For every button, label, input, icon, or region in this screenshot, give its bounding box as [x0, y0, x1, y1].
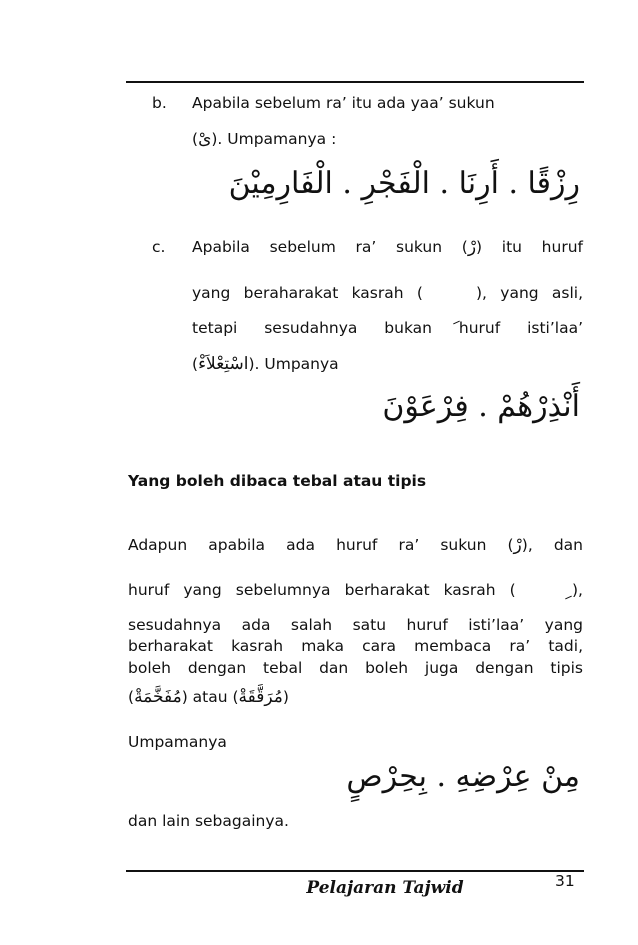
mufakhkhamah-glyph: مُفَخَّمَةْ	[134, 687, 182, 707]
bottom-rule	[126, 870, 584, 872]
yaa-sukun-glyph: ىْ	[198, 129, 212, 149]
section-line1: Adapun apabila ada huruf ra’ sukun (رْ), dan	[128, 535, 583, 555]
section-line4: berharakat kasrah maka cara membaca ra’ tadi,	[128, 637, 583, 655]
point-c-arabic-example: أَنْذِرْهُمْ . فِرْعَوْنَ	[382, 389, 580, 424]
point-b-line2: (ىْ). Umpamanya :	[192, 129, 337, 149]
section-line2: huruf yang sebelumnya berharakat kasrah ( ),	[128, 581, 583, 599]
ra-sukun-glyph-2: رْ	[513, 535, 522, 555]
muraqqaqah-glyph: مُرَقَّقَةْ	[238, 687, 283, 707]
section-line5: boleh dengan tebal dan boleh juga dengan tipis	[128, 659, 583, 677]
point-c-line2: yang beraharakat kasrah ( ), yang asli,	[192, 284, 583, 302]
ra-sukun-glyph: رْ	[467, 237, 477, 257]
point-b-arabic-example: رِزْقًا . أَرِنَا . الْفَجْرِ . الْفَارِمِيْنَ	[228, 166, 580, 201]
point-c-line3: tetapi sesudahnya bukan huruf isti’laa’	[192, 319, 583, 337]
section-heading: Yang boleh dibaca tebal atau tipis	[128, 472, 427, 490]
top-rule	[126, 81, 584, 83]
point-c-line1: Apabila sebelum ra’ sukun (رْ) itu huruf	[192, 237, 583, 257]
point-b-line1: Apabila sebelum ra’ itu ada yaa’ sukun	[192, 94, 495, 112]
point-c-line4: (اسْتِعْلاَءْ). Umpanya	[192, 354, 339, 374]
point-b-marker: b.	[152, 94, 167, 112]
page-number: 31	[555, 872, 575, 890]
footer-title: Pelajaran Tajwid	[306, 878, 464, 898]
umpamanya-label: Umpamanya	[128, 733, 227, 751]
section-arabic-example: مِنْ عِرْضِهِ . بِحِرْصٍ	[346, 759, 580, 794]
closing-text: dan lain sebagainya.	[128, 812, 289, 830]
section-line6: (مُفَخَّمَةْ) atau (مُرَقَّقَةْ)	[128, 687, 289, 707]
section-line3: sesudahnya ada salah satu huruf isti’laa’ yang	[128, 616, 583, 634]
point-c-marker: c.	[152, 238, 166, 256]
istilaa-glyph: اسْتِعْلاَءْ	[198, 354, 249, 374]
